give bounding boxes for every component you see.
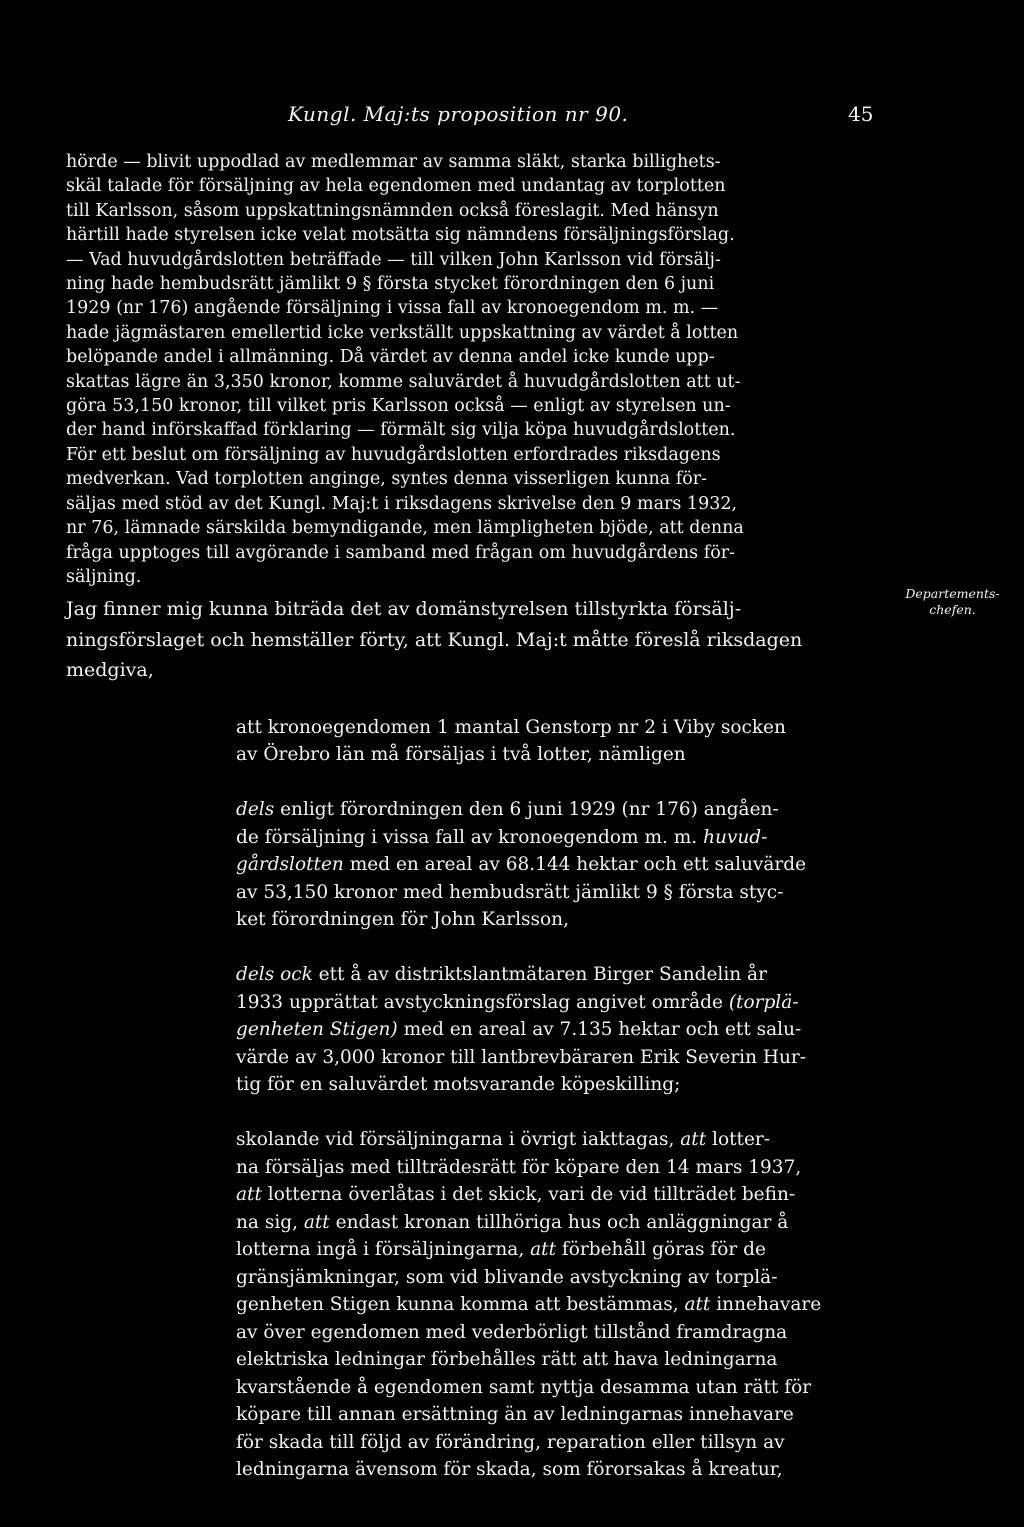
att-2: att — [236, 1184, 262, 1205]
dels-1-name: huvud- gårdslotten — [236, 826, 768, 875]
running-title: Kungl. Maj:ts proposition nr 90. — [288, 102, 629, 126]
att-3: att — [303, 1211, 330, 1233]
dels-2-text-a: ett å av distriktslantmätaren Birger Sandelin år 1933 upprättat avstyckningsförslag angivet område — [236, 964, 767, 1013]
motion-block — [236, 686, 882, 1511]
motion-intro: att kronoegendomen 1 mantal Genstorp nr 2 i Viby socken av Örebro län må försäljas i två lotter, nämligen — [236, 716, 786, 765]
body-paragraph-2: Jag finner mig kunna biträda det av domänstyrelsen tillstyrkta försälj- ningsförslaget och hemställer förty, att Kungl. Maj:t måtte föreslå riksdagen medgiva, — [66, 598, 803, 681]
cond-text-c: lotterna överlåtas i det skick, vari de vid tillträdet befin- na sig, — [236, 1184, 796, 1233]
page-number: 45 — [848, 102, 874, 126]
page-header — [0, 102, 1024, 132]
cond-text-a: skolande vid försäljningarna i övrigt iakttagas, — [236, 1129, 681, 1150]
margin-note: Departements- chefen. — [905, 586, 1000, 617]
dels-2-name: (torplä- genheten Stigen) — [236, 991, 799, 1040]
dels-1-text-a: enligt förordningen den 6 juni 1929 (nr 176) angåen- de försäljning i vissa fall av kronoegendom m. m. — [236, 799, 779, 848]
dels-2-word: dels ock — [236, 964, 313, 985]
cond-text-b: lotter- na försäljas med tillträdesrätt för köpare den 14 mars 1937, — [236, 1129, 802, 1178]
cond-text-f: innehavare av över egendomen med vederbörligt tillstånd framdragna elektriska ledningar förbehålles rätt att hava ledningarna kvarstående å egendomen samt nyttja desamma utan rätt för köpare till annan ersättning än av ledningarnas innehavare för skada till följd av förändring, reparation eller tillsyn av ledningarna ävensom för skada, som förorsakas å kreatur, — [236, 1294, 822, 1480]
dels-1-text-b: med en areal av 68.144 hektar och ett saluvärde av 53,150 kronor med hembudsrätt jämlikt 9 § första styc- ket förordningen för John Karlsson, — [236, 854, 807, 930]
body-paragraph-1: hörde — blivit uppodlad av medlemmar av samma släkt, starka billighets- skäl talade för försäljning av hela egendomen med undantag av torplotten till Karlsson, såsom uppskattningsnämnden också föreslagit. Med hänsyn härtill hade styrelsen icke velat motsätta sig nämndens försäljningsförslag. — Vad huvudgårdslotten beträffade — till vilken John Karlsson vid försälj- ning hade hembudsrätt jämlikt 9 § första stycket förordningen den 6 juni 1929 (nr 176) angående försäljning i vissa fall av kronoegendom m. m. — hade jägmästaren emellertid icke verkställt uppskattning av värdet å lotten belöpande andel i allmänning. Då värdet av denna andel icke kunde upp- skattas lägre än 3,350 kronor, komme saluvärdet å huvudgårdslotten att ut- göra 53,150 kronor, till vilket pris Karlsson också — enligt av styrelsen un- der hand införskaffad förklaring — förmält sig vilja köpa huvudgårdslotten. För ett beslut om försäljning av huvudgårdslotten erfordrades riksdagens medverkan. Vad torplotten anginge, syntes denna visserligen kunna för- säljas med stöd av det Kungl. Maj:t i riksdagens skrivelse den 9 mars 1932, nr 76, lämnade särskilda bemyndigande, men lämpligheten bjöde, att denna fråga upptoges till avgörande i samband med frågan om huvudgårdens för- säljning. — [66, 152, 744, 587]
motion-lot-2 — [236, 961, 882, 1099]
cond-text-e: förbehåll göras för de gränsjämkningar, som vid blivande avstyckning av torplä- genheten Stigen kunna komma att bestämmas, — [236, 1239, 778, 1315]
cond-text-d: endast kronan tillhöriga hus och anläggningar å lotterna ingå i försäljningarna, — [236, 1211, 789, 1260]
att-5: att — [684, 1294, 711, 1315]
dels-1-word: dels — [236, 799, 275, 820]
att-4: att — [530, 1239, 557, 1260]
motion-conditions — [236, 1126, 882, 1484]
dels-2-text-b: med en areal av 7.135 hektar och ett salu- värde av 3,000 kronor till lantbrevbäraren Erik Severin Hur- tig för en saluvärdet motsvarande köpeskilling; — [236, 1019, 807, 1095]
att-1: att — [680, 1129, 707, 1150]
motion-lot-1 — [236, 796, 882, 934]
